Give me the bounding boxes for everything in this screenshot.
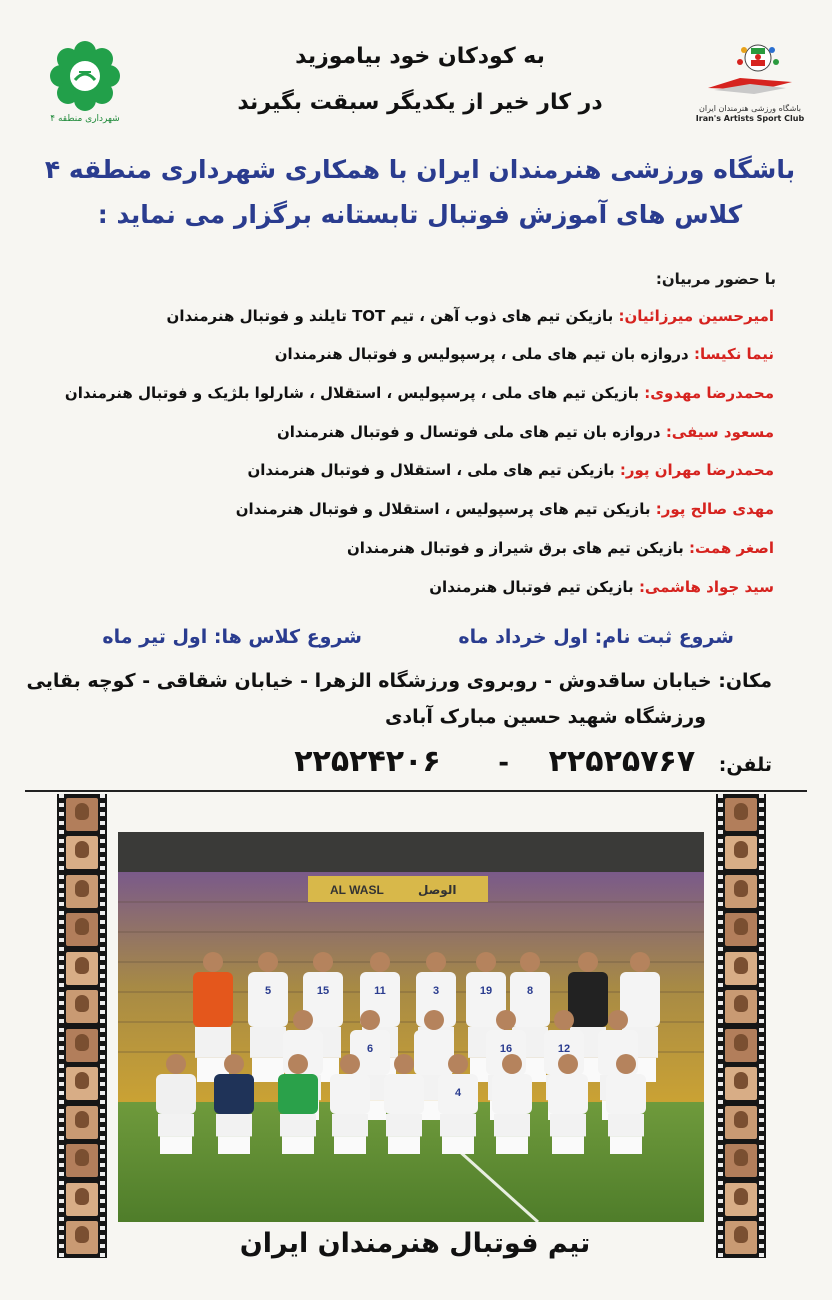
photo-title: تیم فوتبال هنرمندان ایران [239,1228,591,1259]
phone-number-2: ۲۲۵۲۴۲۰۶ [294,744,441,779]
coach-description: بازیکن تیم های ملی ، پرسپولیس ، استقلال ، شارلوا بلژیک و فوتبال هنرمندان [64,384,640,402]
film-strip-left [57,794,107,1258]
coach-row [275,345,774,363]
jersey-number: 16 [499,1043,513,1055]
artists-club-caption-fa: باشگاه ورزشی هنرمندان ایران [698,104,801,113]
coach-name: نیما نکیسا: [693,345,774,363]
artists-club-caption-en: Iran's Artists Sport Club [695,114,805,123]
coach-row [277,423,774,441]
coach-name: محمدرضا مهدوی: [644,384,774,402]
phone-line [294,744,772,779]
portrait-frame [66,798,98,831]
location-address: مکان: خیابان ساقدوش - روبروی ورزشگاه الزهرا - خیابان شقاقی - کوچه بقایی [26,670,772,692]
jersey-number: 5 [264,985,272,997]
portrait-frame [66,1183,98,1216]
portrait-frame [725,836,757,869]
coach-row [347,539,774,557]
municipality-flower-icon [49,40,121,112]
jersey-number: 15 [316,985,330,997]
headline-line-1: باشگاه ورزشی هنرمندان ایران با همکاری شهرداری منطقه ۴ [44,155,796,184]
coach-row [65,384,774,402]
portrait-frame [66,1221,98,1254]
jersey-number: 11 [374,985,386,997]
coach-name: اصغر همت: [689,539,774,557]
jersey-number: 8 [526,985,534,997]
coaches-intro: با حضور مربیان: [655,270,776,288]
portrait-frame [66,836,98,869]
film-strip-right [716,794,766,1258]
portrait-frame [66,1029,98,1062]
jersey-number: 12 [557,1043,571,1055]
phone-separator: - [498,748,510,778]
portrait-frame [725,798,757,831]
coach-description: دروازه بان تیم های ملی ، پرسپولیس و فوتبال هنرمندان [274,345,689,363]
divider [25,790,807,792]
portrait-frame [725,1067,757,1100]
portrait-frame [66,1106,98,1139]
portrait-frame [725,1106,757,1139]
jersey-number: 6 [366,1043,374,1055]
portrait-frame [725,1144,757,1177]
coach-name: امیرحسین میرزائیان: [618,307,774,325]
portrait-frame [725,952,757,985]
portrait-frame [725,875,757,908]
portrait-frame [725,1221,757,1254]
portrait-frame [725,990,757,1023]
location-venue: ورزشگاه شهید حسین مبارک آبادی [384,706,706,728]
coach-description: بازیکن تیم های پرسپولیس ، استقلال و فوتبال هنرمندان [235,500,651,518]
portrait-frame [66,913,98,946]
coach-row [247,461,774,479]
municipality-caption: شهرداری منطقه ۴ [50,114,120,124]
portrait-frame [725,1029,757,1062]
portrait-frame [66,1067,98,1100]
coach-row [429,578,774,596]
coach-row [167,307,774,325]
coach-description: بازیکن تیم های ملی ، استقلال و فوتبال هنرمندان [247,461,615,479]
portrait-frame [725,913,757,946]
stadium-sign-latin: AL WASL [330,883,384,897]
coach-row [236,500,774,518]
jersey-number: 4 [454,1087,462,1099]
coach-name: سید جواد هاشمی: [638,578,774,596]
portrait-frame [66,952,98,985]
coach-description: دروازه بان تیم های ملی فوتسال و فوتبال هنرمندان [276,423,661,441]
coach-name: محمدرضا مهران پور: [619,461,774,479]
headline-line-2: کلاس های آموزش فوتبال تابستانه برگزار می نماید : [97,200,743,229]
coach-description: بازیکن تیم های ذوب آهن ، تیم TOT تایلند و فوتبال هنرمندان [166,307,614,325]
portrait-frame [725,1183,757,1216]
coach-description: بازیکن تیم فوتبال هنرمندان [429,578,634,596]
coach-description: بازیکن تیم های برق شیراز و فوتبال هنرمندان [346,539,684,557]
classes-start: شروع کلاس ها: اول تیر ماه [102,626,362,648]
portrait-frame [66,875,98,908]
municipality-logo [40,40,130,140]
portrait-frame [66,990,98,1023]
team-photo [118,832,704,1222]
motto-line-2: در کار خیر از یکدیگر سبقت بگیرند [237,90,603,115]
artists-club-logo [694,42,806,142]
jersey-number: 3 [432,985,440,997]
artists-club-emblem-icon [700,42,800,98]
phone-label: تلفن: [718,754,772,776]
motto-line-1: به کودکان خود بیاموزید [295,44,545,69]
coach-name: مهدی صالح پور: [655,500,774,518]
phone-number-1: ۲۲۵۲۵۷۶۷ [548,744,696,779]
stadium-sign-arabic: الوصل [418,883,457,897]
signup-start: شروع ثبت نام: اول خرداد ماه [458,626,734,648]
team-photo-illustration [118,832,704,1222]
portrait-frame [66,1144,98,1177]
coach-name: مسعود سیفی: [665,423,774,441]
jersey-number: 19 [479,985,493,997]
